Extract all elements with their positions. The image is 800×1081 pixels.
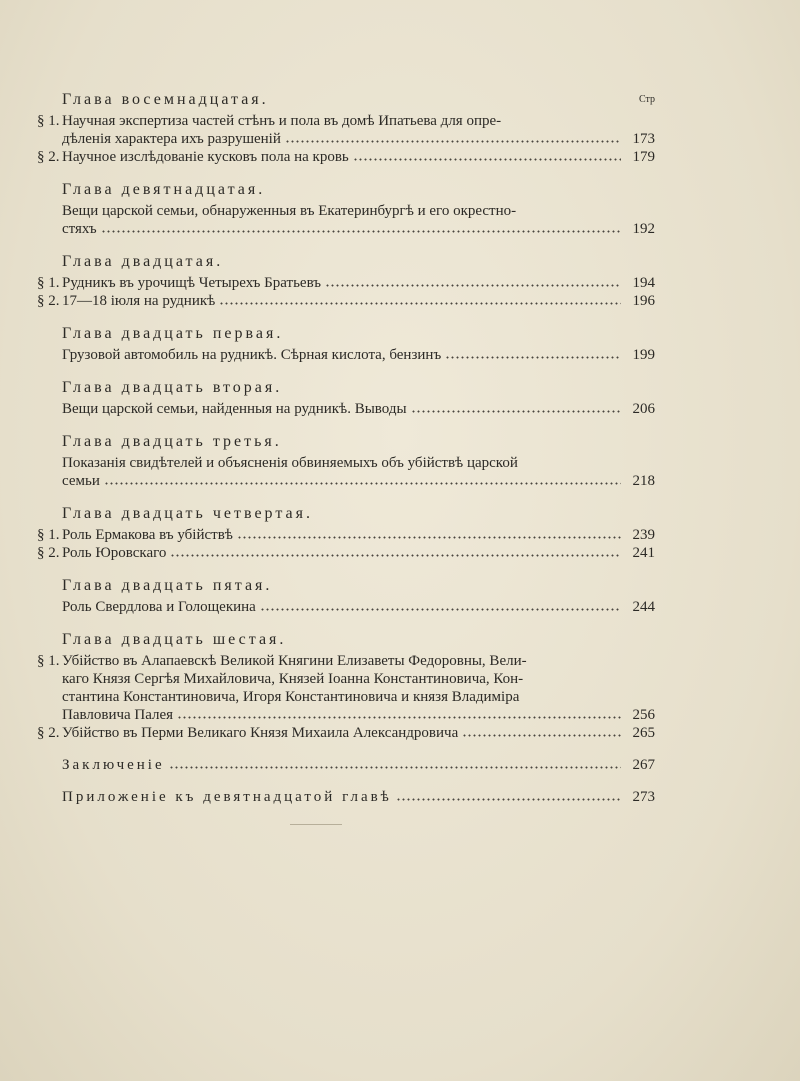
entry-text: семьи bbox=[62, 473, 100, 489]
entry-text: Приложеніе къ девятнадцатой главѣ bbox=[62, 789, 392, 805]
toc-entry bbox=[37, 724, 655, 742]
entry-text: Вещи царской семьи, найденныя на рудникѣ. Выводы bbox=[62, 401, 407, 417]
table-of-contents bbox=[37, 90, 655, 806]
page-column-header: Стр bbox=[638, 94, 655, 105]
toc-entry bbox=[37, 400, 655, 418]
entry-text: Научная экспертиза частей стѣнъ и пола въ домѣ Ипатьева для опре- bbox=[62, 113, 502, 129]
toc-entry bbox=[37, 202, 655, 238]
chapter-title: Глава двадцать первая. bbox=[62, 325, 284, 342]
dot-leader bbox=[411, 401, 621, 413]
dot-leader bbox=[285, 131, 621, 143]
dot-leader bbox=[101, 221, 621, 233]
entry-text: Показанія свидѣтелей и объясненія обвиняемыхъ объ убійствѣ царской bbox=[62, 455, 518, 471]
entry-text: Роль Юровскаго bbox=[62, 545, 167, 561]
dot-leader bbox=[177, 707, 621, 719]
dot-leader bbox=[462, 725, 621, 737]
section-number: § 1. bbox=[37, 113, 60, 129]
chapter-heading bbox=[37, 90, 655, 110]
section-number: § 2. bbox=[37, 545, 60, 561]
dot-leader bbox=[353, 149, 621, 161]
toc-entry bbox=[37, 756, 655, 774]
toc-entry bbox=[37, 454, 655, 490]
toc-entry bbox=[37, 148, 655, 166]
entry-text: стяхъ bbox=[62, 221, 97, 237]
dot-leader bbox=[219, 293, 621, 305]
page-number: 218 bbox=[632, 473, 655, 489]
chapter-heading bbox=[37, 324, 655, 344]
page-number: 206 bbox=[632, 401, 655, 417]
dot-leader bbox=[237, 527, 621, 539]
toc-entry bbox=[37, 112, 655, 148]
entry-text: Рудникъ въ урочищѣ Четырехъ Братьевъ bbox=[62, 275, 322, 291]
chapter-26 bbox=[37, 630, 655, 742]
chapter-title: Глава двадцатая. bbox=[62, 253, 224, 270]
section-number: § 1. bbox=[37, 275, 60, 291]
chapter-title: Глава двадцать четвертая. bbox=[62, 505, 313, 522]
dot-leader bbox=[104, 473, 621, 485]
chapter-title: Глава девятнадцатая. bbox=[62, 181, 266, 198]
entry-text: Убійство въ Перми Великаго Князя Михаила Александровича bbox=[62, 725, 459, 741]
dot-leader bbox=[325, 275, 621, 287]
dot-leader bbox=[445, 347, 621, 359]
toc-entry bbox=[37, 598, 655, 616]
chapter-23 bbox=[37, 432, 655, 490]
dot-leader bbox=[396, 789, 621, 801]
chapter-20 bbox=[37, 252, 655, 310]
toc-entry bbox=[37, 292, 655, 310]
page-number: 239 bbox=[632, 527, 655, 543]
page-number: 194 bbox=[632, 275, 655, 291]
chapter-heading bbox=[37, 378, 655, 398]
dot-leader bbox=[260, 599, 621, 611]
chapter-25 bbox=[37, 576, 655, 616]
section-number: § 2. bbox=[37, 293, 60, 309]
toc-entry bbox=[37, 526, 655, 544]
entry-text: Роль Свердлова и Голощекина bbox=[62, 599, 256, 615]
section-number: § 1. bbox=[37, 653, 60, 669]
entry-text: 17—18 іюля на рудникѣ bbox=[62, 293, 216, 309]
entry-text: Роль Ермакова въ убійствѣ bbox=[62, 527, 233, 543]
toc-entry bbox=[37, 788, 655, 806]
page-number: 244 bbox=[632, 599, 655, 615]
toc-entry bbox=[37, 652, 655, 724]
chapter-heading bbox=[37, 180, 655, 200]
chapter-title: Глава двадцать вторая. bbox=[62, 379, 283, 396]
chapter-heading bbox=[37, 432, 655, 452]
chapter-title: Глава восемнадцатая. bbox=[62, 91, 269, 108]
page-number: 192 bbox=[632, 221, 655, 237]
entry-text: Убійство въ Алапаевскѣ Великой Княгини Елизаветы Федоровны, Вели- bbox=[62, 653, 527, 669]
chapter-18 bbox=[37, 90, 655, 166]
toc-entry bbox=[37, 544, 655, 562]
page-number: 179 bbox=[632, 149, 655, 165]
entry-text: дѣленія характера ихъ разрушеній bbox=[62, 131, 281, 147]
page-number: 196 bbox=[632, 293, 655, 309]
chapter-24 bbox=[37, 504, 655, 562]
entry-text: Павловича Палея bbox=[62, 707, 174, 723]
appendix bbox=[37, 788, 655, 806]
page-number: 267 bbox=[632, 757, 655, 773]
page-number: 173 bbox=[632, 131, 655, 147]
entry-text: каго Князя Сергѣя Михайловича, Князей Іоанна Константиновича, Кон- bbox=[62, 671, 524, 687]
chapter-heading bbox=[37, 504, 655, 524]
chapter-title: Глава двадцать третья. bbox=[62, 433, 282, 450]
section-number: § 2. bbox=[37, 149, 60, 165]
entry-text: Заключеніе bbox=[62, 757, 165, 773]
chapter-heading bbox=[37, 252, 655, 272]
chapter-21 bbox=[37, 324, 655, 364]
chapter-heading bbox=[37, 630, 655, 650]
entry-text: стантина Константиновича, Игоря Константиновича и князя Владиміра bbox=[62, 689, 520, 705]
page-number: 273 bbox=[632, 789, 655, 805]
page-number: 256 bbox=[632, 707, 655, 723]
entry-text: Вещи царской семьи, обнаруженныя въ Екатеринбургѣ и его окрестно- bbox=[62, 203, 517, 219]
conclusion bbox=[37, 756, 655, 774]
section-number: § 1. bbox=[37, 527, 60, 543]
page-number: 265 bbox=[632, 725, 655, 741]
toc-entry bbox=[37, 346, 655, 364]
entry-text: Грузовой автомобиль на рудникѣ. Сѣрная кислота, бензинъ bbox=[62, 347, 442, 363]
toc-entry bbox=[37, 274, 655, 292]
chapter-heading bbox=[37, 576, 655, 596]
page-number: 199 bbox=[632, 347, 655, 363]
chapter-title: Глава двадцать пятая. bbox=[62, 577, 273, 594]
end-rule bbox=[290, 824, 342, 825]
chapter-19 bbox=[37, 180, 655, 238]
chapter-22 bbox=[37, 378, 655, 418]
entry-text: Научное изслѣдованіе кусковъ пола на кровь bbox=[62, 149, 349, 165]
section-number: § 2. bbox=[37, 725, 60, 741]
dot-leader bbox=[170, 545, 621, 557]
page-number: 241 bbox=[632, 545, 655, 561]
dot-leader bbox=[169, 757, 621, 769]
chapter-title: Глава двадцать шестая. bbox=[62, 631, 287, 648]
